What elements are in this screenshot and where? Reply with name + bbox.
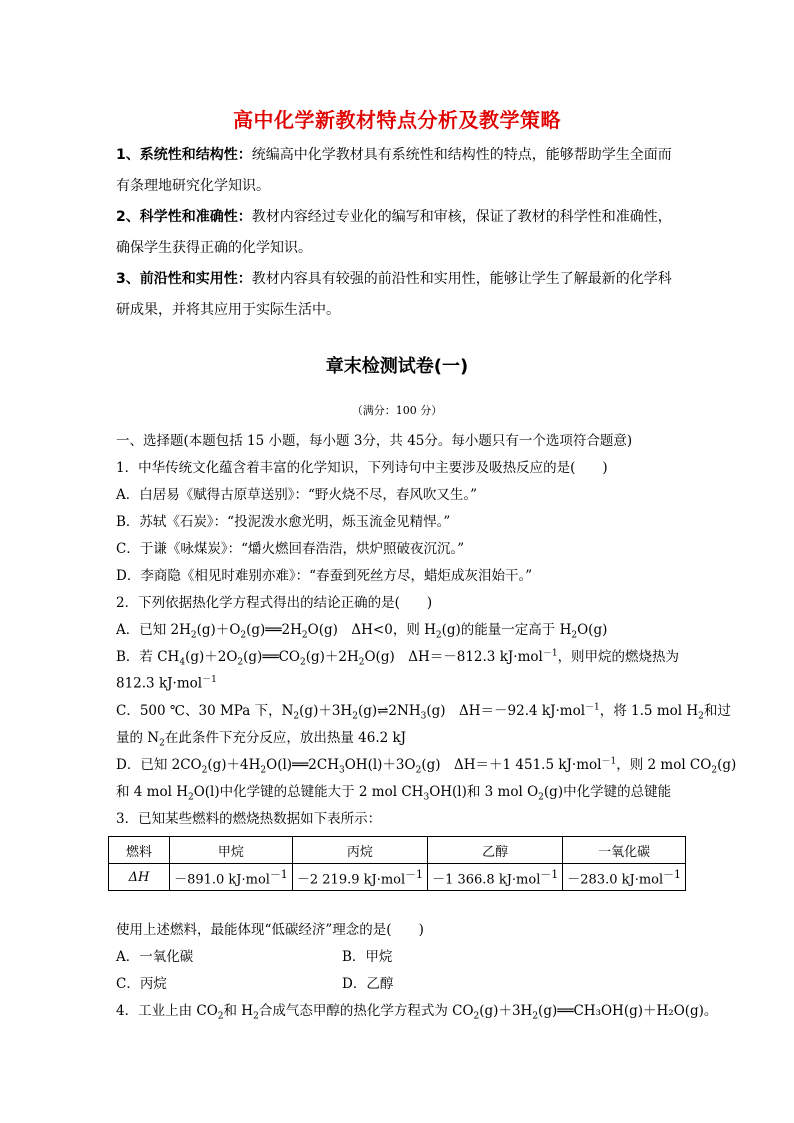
question-2-option-b: B．若 $CH_4(g)+2O_2(g)══CO_2(g)+2H_2O(g)$ ΔH＝－812.3 kJ·mol$^{-1}$，则甲烷的燃烧热为 xyxy=(116,648,680,668)
section-heading: 一、选择题(本题包括 15 小题，每小题 3分，共 45分。每小题只有一个选项符合题意) xyxy=(116,433,633,449)
question-2-option-c-cont: 量的 $N_2$在此条件下充分反应，放出热量 46.2 kJ xyxy=(116,730,407,749)
intro-text: 教材内容经过专业化的编写和审核，保证了教材的科学性和准确性， xyxy=(251,209,672,225)
question-2-stem: 2．下列依据热化学方程式得出的结论正确的是( ) xyxy=(116,595,433,611)
question-3-option-c: C．丙烷 xyxy=(116,976,167,992)
question-3-option-a: A．一氧化碳 xyxy=(116,949,194,965)
table-header-row xyxy=(109,837,686,864)
question-1-option-c: C．于谦《咏煤炭》：“爝火燃回春浩浩，烘炉照破夜沉沉。” xyxy=(116,541,465,557)
question-1-option-d: D．李商隐《相见时难别亦难》：“春蚕到死丝方尽，蜡炬成灰泪始干。” xyxy=(116,568,533,584)
score-note: （满分：100 分） xyxy=(351,404,443,417)
intro-text: 确保学生获得正确的化学知识。 xyxy=(116,240,312,256)
question-3-stem: 3．已知某些燃料的燃烧热数据如下表所示： xyxy=(116,811,382,827)
intro-label: 2、科学性和准确性： xyxy=(116,209,252,225)
question-2-option-b-cont: 812.3 kJ·mol$^{-1}$ xyxy=(116,675,217,692)
question-2-option-c: C．500 ℃、30 MPa 下，$N_2(g)+3H_2(g)\rightleftharpoons 2NH_3(g)$ ΔH＝－92.4 kJ·mol$^{-1}$，将 1.5 mol $H_2$和过 xyxy=(116,702,731,722)
question-1-option-a: A．白居易《赋得古原草送别》：“野火烧不尽，春风吹又生。” xyxy=(116,487,478,503)
question-2-option-d: D．已知 $2CO_2(g)+4H_2O(l)══2CH_3OH(l)+3O_2(g)$ ΔH＝＋1 451.5 kJ·mol$^{-1}$，则 2 mol $CO_2(g)$ xyxy=(116,756,737,776)
intro-label: 3、前沿性和实用性： xyxy=(116,271,252,287)
table-header-cell: 丙烷 xyxy=(292,837,427,864)
question-1-option-b: B．苏轼《石炭》：“投泥泼水愈光明，烁玉流金见精悍。” xyxy=(116,514,451,530)
table-cell: －2 219.9 kJ·mol$^{-1}$ xyxy=(292,864,427,891)
header-title: 高中化学新教材特点分析及教学策略 xyxy=(233,108,561,132)
table-cell: －1 366.8 kJ·mol$^{-1}$ xyxy=(427,864,562,891)
question-1-stem: 1．中华传统文化蕴含着丰富的化学知识，下列诗句中主要涉及吸热反应的是( ) xyxy=(116,460,608,476)
table-row-label: ΔH xyxy=(109,864,170,891)
intro-label: 1、系统性和结构性： xyxy=(116,147,252,163)
intro-text: 教材内容具有较强的前沿性和实用性，能够让学生了解最新的化学科 xyxy=(251,271,672,287)
table-header-cell: 一氧化碳 xyxy=(563,837,686,864)
intro-text: 统编高中化学教材具有系统性和结构性的特点，能够帮助学生全面而 xyxy=(251,147,672,163)
table-cell: －891.0 kJ·mol$^{-1}$ xyxy=(170,864,293,891)
table-header-cell: 乙醇 xyxy=(427,837,562,864)
intro-item-1 xyxy=(116,140,686,202)
intro-item-2 xyxy=(116,202,686,264)
question-3-prompt: 使用上述燃料，最能体现“低碳经济”理念的是( ) xyxy=(116,922,424,938)
intro-text: 有条理地研究化学知识。 xyxy=(116,178,270,194)
question-3-option-b: B．甲烷 xyxy=(342,949,393,965)
table-row xyxy=(109,864,686,891)
chapter-title: 章末检测试卷(一) xyxy=(325,356,469,377)
intro-item-3 xyxy=(116,264,686,326)
table-header-cell: 甲烷 xyxy=(170,837,293,864)
question-2-option-a: A．已知 $2H_2(g)+O_2(g)══2H_2O(g)$ ΔH<0，则 $H_2(g)$的能量一定高于 $H_2O(g)$ xyxy=(116,622,608,641)
question-4-stem: 4．工业上由 $CO_2$和 $H_2$合成气态甲醇的热化学方程式为 $CO_2(g)+3H_2(g)══CH_3OH(g)+H_2O(g)$。 xyxy=(116,1003,718,1022)
question-2-option-d-cont: 和 4 mol $H_2O(l)$中化学键的总键能大于 2 mol $CH_3OH(l)$和 3 mol $O_2(g)$中化学键的总键能 xyxy=(116,784,672,803)
table-header-cell: 燃料 xyxy=(109,837,170,864)
table-cell: －283.0 kJ·mol$^{-1}$ xyxy=(563,864,686,891)
intro-text: 研成果，并将其应用于实际生活中。 xyxy=(116,302,340,318)
combustion-heat-table xyxy=(108,836,686,891)
question-3-option-d: D．乙醇 xyxy=(342,976,394,992)
